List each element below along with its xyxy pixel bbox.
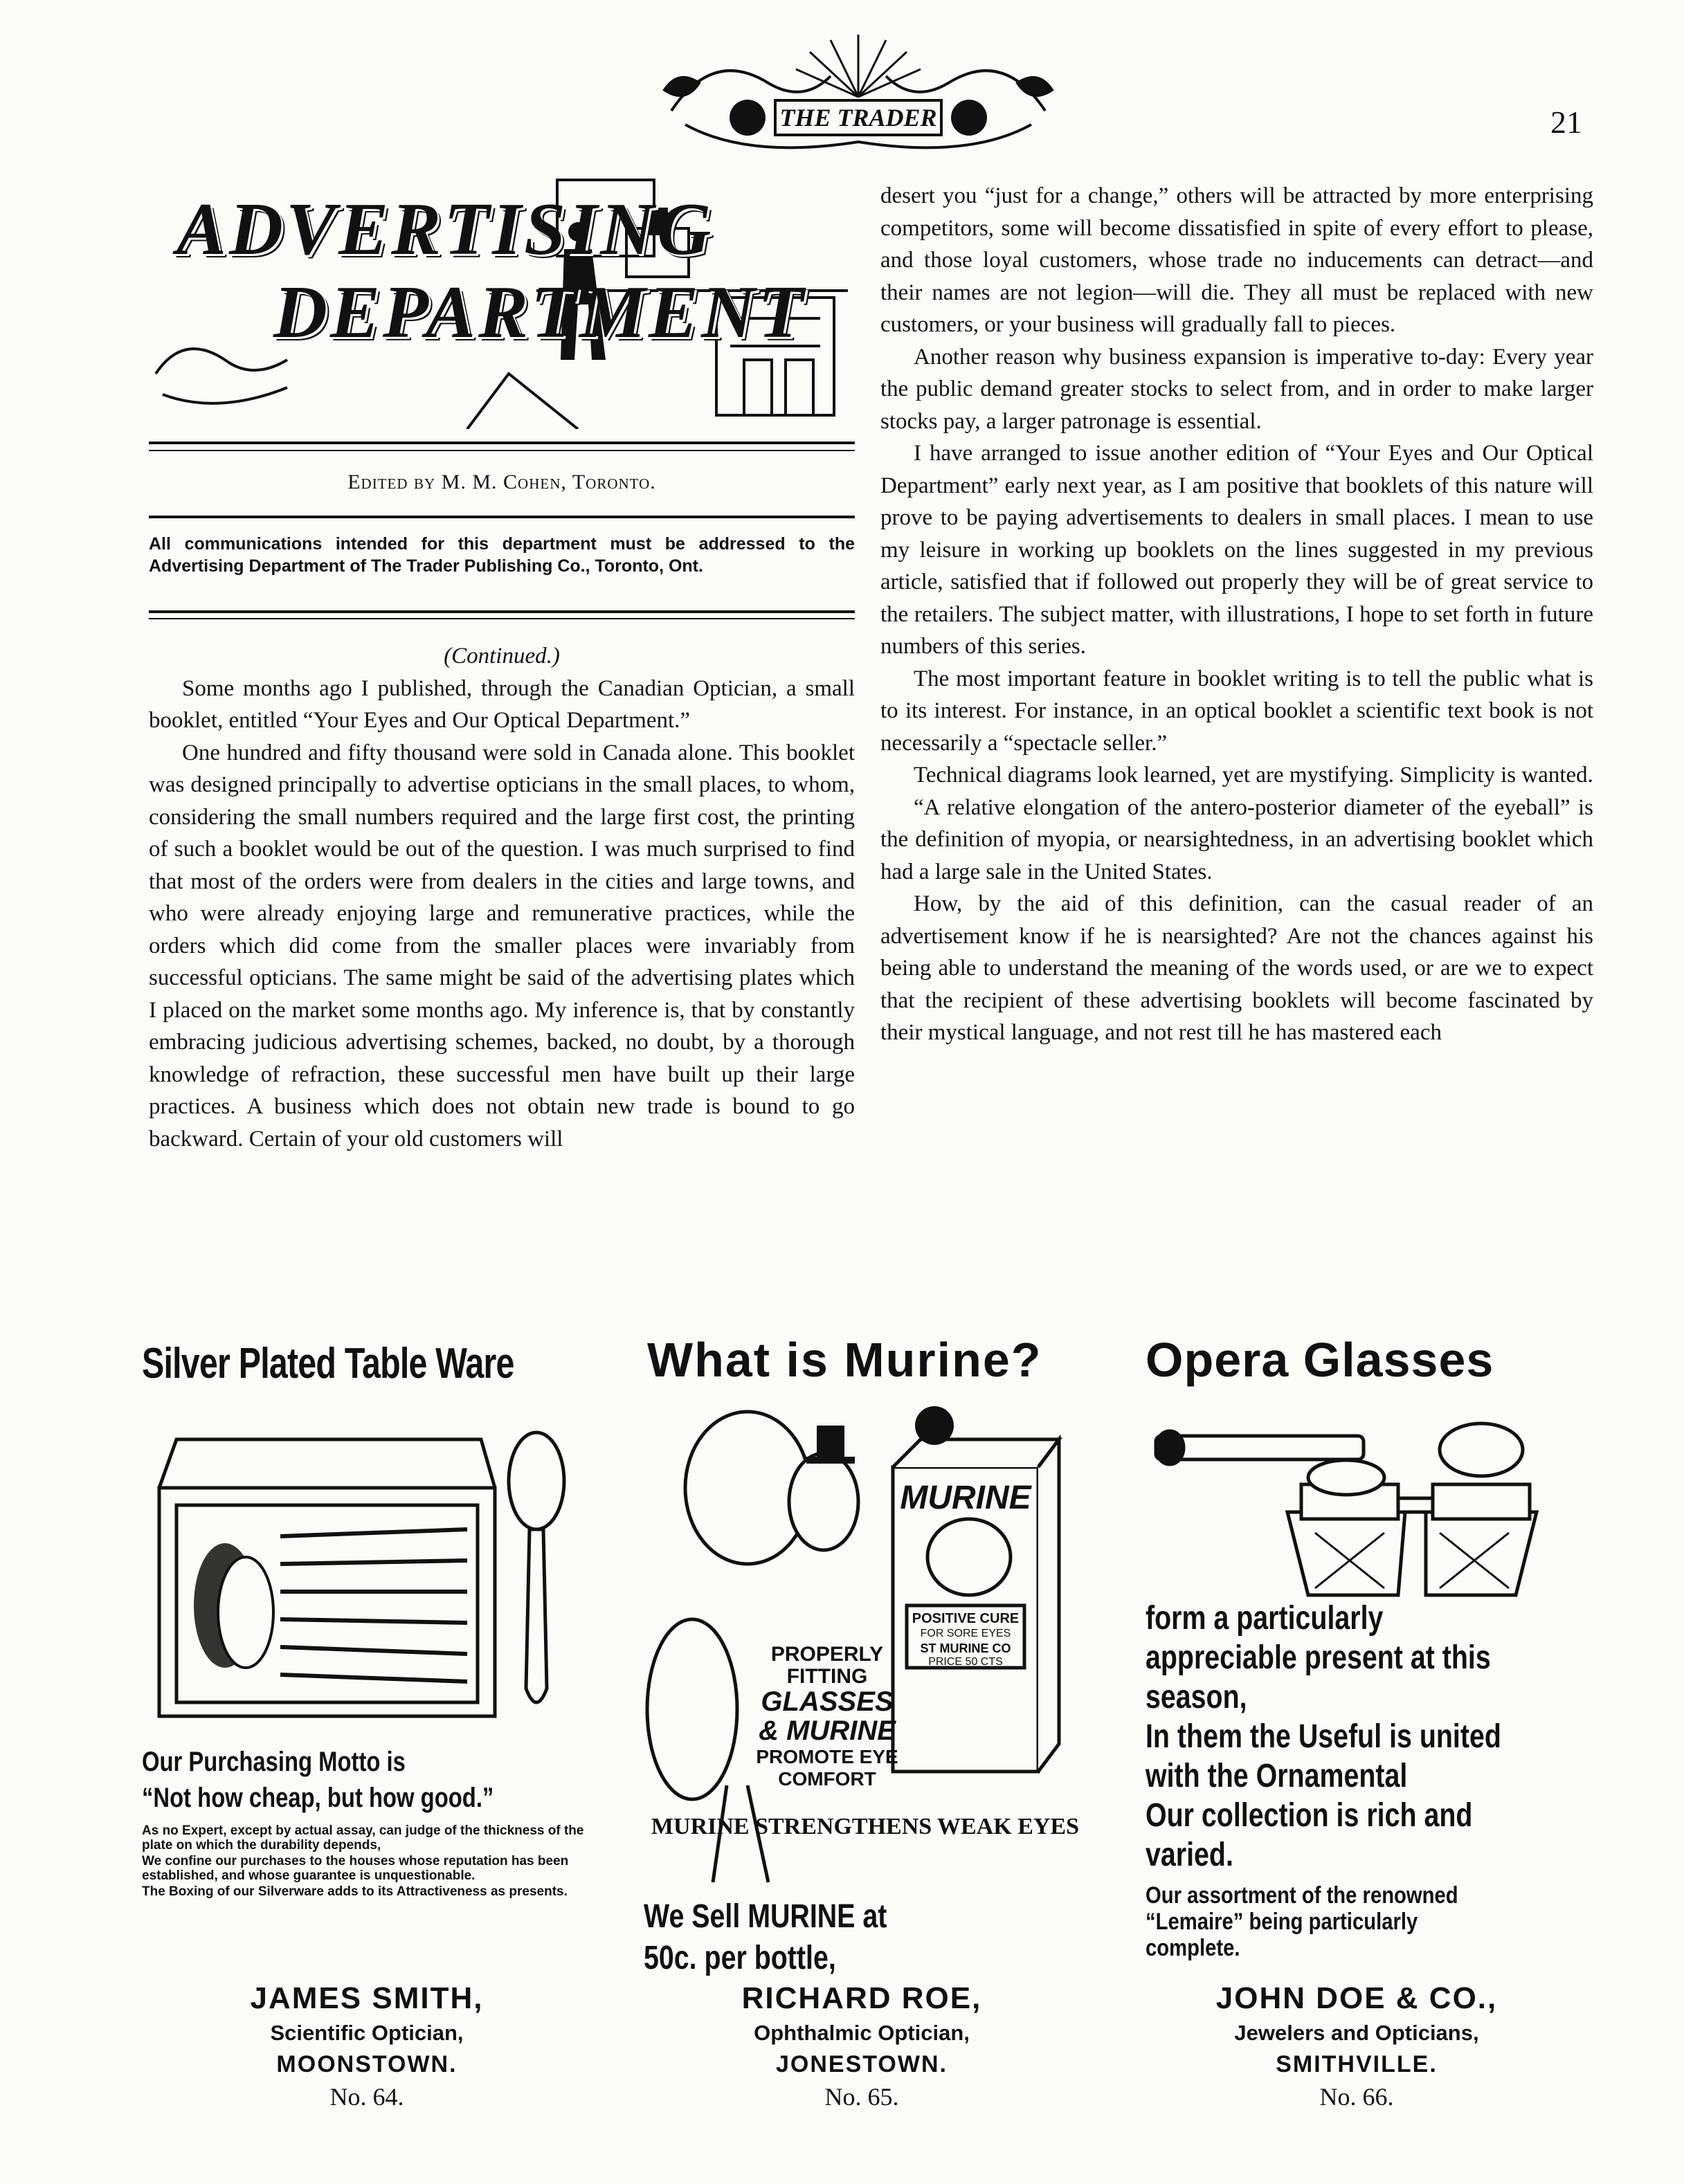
offer-line: We Sell MURINE at [644, 1898, 887, 1935]
ad-silverware-fine-print [142, 1823, 585, 1900]
ad-silverware-title: Silver Plated Table Ware [142, 1340, 514, 1387]
notice-rule-bottom [149, 610, 855, 613]
assortment-line: “Lemaire” being particularly [1146, 1909, 1418, 1935]
ad-opera-glasses-signature [1142, 1979, 1571, 2113]
murine-box-sore-eyes: FOR SORE EYES [920, 1628, 1011, 1639]
murine-slogan-line: & MURINE [759, 1716, 896, 1746]
ad-murine-title: What is Murine? [647, 1333, 1042, 1387]
editor-credit: Edited by M. M. Cohen, Toronto. [347, 471, 656, 493]
page-number: 21 [1550, 104, 1582, 140]
ad-silverware-motto [142, 1744, 494, 1816]
notice-rule-bottom-thin [149, 618, 855, 619]
advertiser-occupation: Jewelers and Opticians, [1234, 2021, 1479, 2045]
motto-line: “Not how cheap, but how good.” [142, 1783, 494, 1813]
assortment-line: complete. [1146, 1935, 1240, 1961]
ad-number: No. 66. [1319, 2083, 1394, 2111]
murine-box-cure: POSITIVE CURE [912, 1611, 1020, 1626]
description-line: with the Ornamental [1146, 1758, 1408, 1794]
ad-opera-glasses-title: Opera Glasses [1146, 1333, 1494, 1387]
murine-slogan-line: FITTING [786, 1665, 868, 1688]
article-paragraph-continuation: desert you “just for a change,” others will be attracted by more enterprising competitors, some will become dissatisfied in spite of every effort to please, and those loyal customers, whose trade no inducements can detract—and their names are not legion—will die. They all must be replaced with new customers, or your business will gradually fall to pieces. [880, 183, 1593, 337]
article-paragraph: Some months ago I published, through the Canadian Optician, a small booklet, entitled “Your Eyes and Our Optical Department.” [149, 675, 855, 733]
advertiser-name: RICHARD ROE, [741, 1981, 982, 2015]
article-paragraph: How, by the aid of this definition, can the casual reader of an advertisement know if he is nearsighted? Are not the chances against his being able to understand the meaning of the words used, or are we to expect that the recipient of these advertising booklets will become fascinated by their mystical language, and not rest till he has mastered each [880, 891, 1593, 1045]
article-paragraph: “A relative elongation of the antero-posterior diameter of the eyeball” is the definition of myopia, or nearsightedness, in an advertising booklet which had a large sale in the United States. [880, 794, 1593, 884]
opera-glasses-illustration [1149, 1408, 1578, 1609]
notice-rule-top [149, 516, 855, 518]
ad-number: No. 65. [824, 2083, 899, 2111]
department-notice: All communications intended for this department must be addressed to the Advertising Department of The Trader Publishing Co., Toronto, Ont. [149, 534, 855, 576]
motto-line: Our Purchasing Motto is [142, 1747, 406, 1777]
advertiser-town: MOONSTOWN. [276, 2051, 458, 2077]
ad-number: No. 64. [329, 2083, 404, 2111]
murine-box-price: PRICE 50 CTS [928, 1656, 1003, 1668]
article-column-right [880, 180, 1593, 1049]
description-line: Our collection is rich and [1146, 1797, 1473, 1834]
department-logo-word-department: DEPARTMENT [273, 271, 807, 354]
article-paragraph: The most important feature in booklet writing is to tell the public what is to its interest. For instance, in an optical booklet a scientific text book is not necessarily a “spectacle seller.” [880, 666, 1593, 756]
description-line: appreciable present at this [1146, 1639, 1491, 1676]
article-paragraph: Technical diagrams look learned, yet are mystifying. Simplicity is wanted. [914, 763, 1593, 788]
ad-murine-signature [647, 1979, 1076, 2113]
article-paragraph: One hundred and fifty thousand were sold in Canada alone. This booklet was designed principally to advertise opticians in the small places, to whom, considering the small numbers required and the large first cost, the printing of such a booklet would be out of the question. I was much surprised to find that most of the orders were from dealers in the cities and large towns, and who were already enjoying large and remunerative practices, while the orders which did come from the smaller places were invariably from successful opticians. The same might be said of the advertising plates which I placed on the market some months ago. My inference is, that by constantly embracing judicious advertising schemes, backed, no doubt, by a thorough knowledge of refraction, these successful men have built up their large practices. A business which does not obtain new trade is bound to go backward. Certain of your old customers will [149, 740, 855, 1152]
murine-banner: MURINE STRENGTHENS WEAK EYES [651, 1814, 1080, 1839]
murine-slogan-line: GLASSES [761, 1686, 894, 1717]
description-line: In them the Useful is united [1146, 1718, 1501, 1755]
description-line: varied. [1146, 1837, 1233, 1873]
silverware-box-illustration [149, 1426, 578, 1751]
masthead-title: THE TRADER [779, 104, 937, 131]
murine-slogan-line: PROPERLY [770, 1643, 884, 1666]
description-line: form a particularly [1146, 1600, 1384, 1637]
header-rule-top [149, 442, 855, 444]
fine-print-line: We confine our purchases to the houses whose reputation has been established, and whose guarantee is unquestionable. [142, 1854, 569, 1883]
article-paragraph: I have arranged to issue another edition of “Your Eyes and Our Optical Department” early next year, as I am positive that booklets of this nature will prove to be paying advertisements to dealers in small places. I mean to use my leisure in working up booklets on the lines suggested in my previous article, satisfied that if followed out properly they will be of great service to the retailers. The subject matter, with illustrations, I hope to set forth in future numbers of this series. [880, 441, 1593, 659]
murine-box-label: MURINE [900, 1480, 1031, 1516]
advertiser-occupation: Ophthalmic Optician, [754, 2021, 970, 2045]
article-paragraph: Another reason why business expansion is imperative to-day: Every year the public demand greater stocks to select from, and in order to make larger stocks pay, a larger patronage is essential. [880, 344, 1593, 434]
ad-silverware-signature [152, 1979, 581, 2113]
department-logo-word-advertising: ADVERTISING [176, 188, 714, 271]
masthead-ornament [644, 21, 1073, 166]
advertiser-name: JOHN DOE & CO., [1215, 1981, 1498, 2015]
assortment-line: Our assortment of the renowned [1146, 1882, 1458, 1909]
continued-label: (Continued.) [444, 644, 560, 668]
fine-print-line: The Boxing of our Silverware adds to its Attractiveness as presents. [142, 1884, 568, 1899]
advertiser-town: JONESTOWN. [776, 2051, 948, 2077]
advertiser-occupation: Scientific Optician, [270, 2021, 464, 2045]
article-column-left [149, 640, 855, 1155]
ad-opera-glasses-description [1146, 1599, 1501, 1875]
department-logo [149, 166, 855, 429]
murine-slogan-line: COMFORT [778, 1768, 876, 1790]
murine-slogan-line: PROMOTE EYE [756, 1746, 898, 1767]
fine-print-line: As no Expert, except by actual assay, can judge of the thickness of the plate on which the durability depends, [142, 1823, 584, 1853]
offer-line: 50c. per bottle, [644, 1940, 836, 1976]
description-line: season, [1146, 1679, 1247, 1716]
ad-opera-glasses-assortment [1146, 1882, 1458, 1961]
advertiser-name: JAMES SMITH, [250, 1981, 484, 2015]
advertiser-town: SMITHVILLE. [1276, 2051, 1438, 2077]
murine-illustration [644, 1398, 1087, 1896]
ad-murine-offer [644, 1896, 887, 1979]
murine-box-company: ST MURINE CO [920, 1641, 1011, 1655]
header-rule-top-thin [149, 450, 855, 451]
